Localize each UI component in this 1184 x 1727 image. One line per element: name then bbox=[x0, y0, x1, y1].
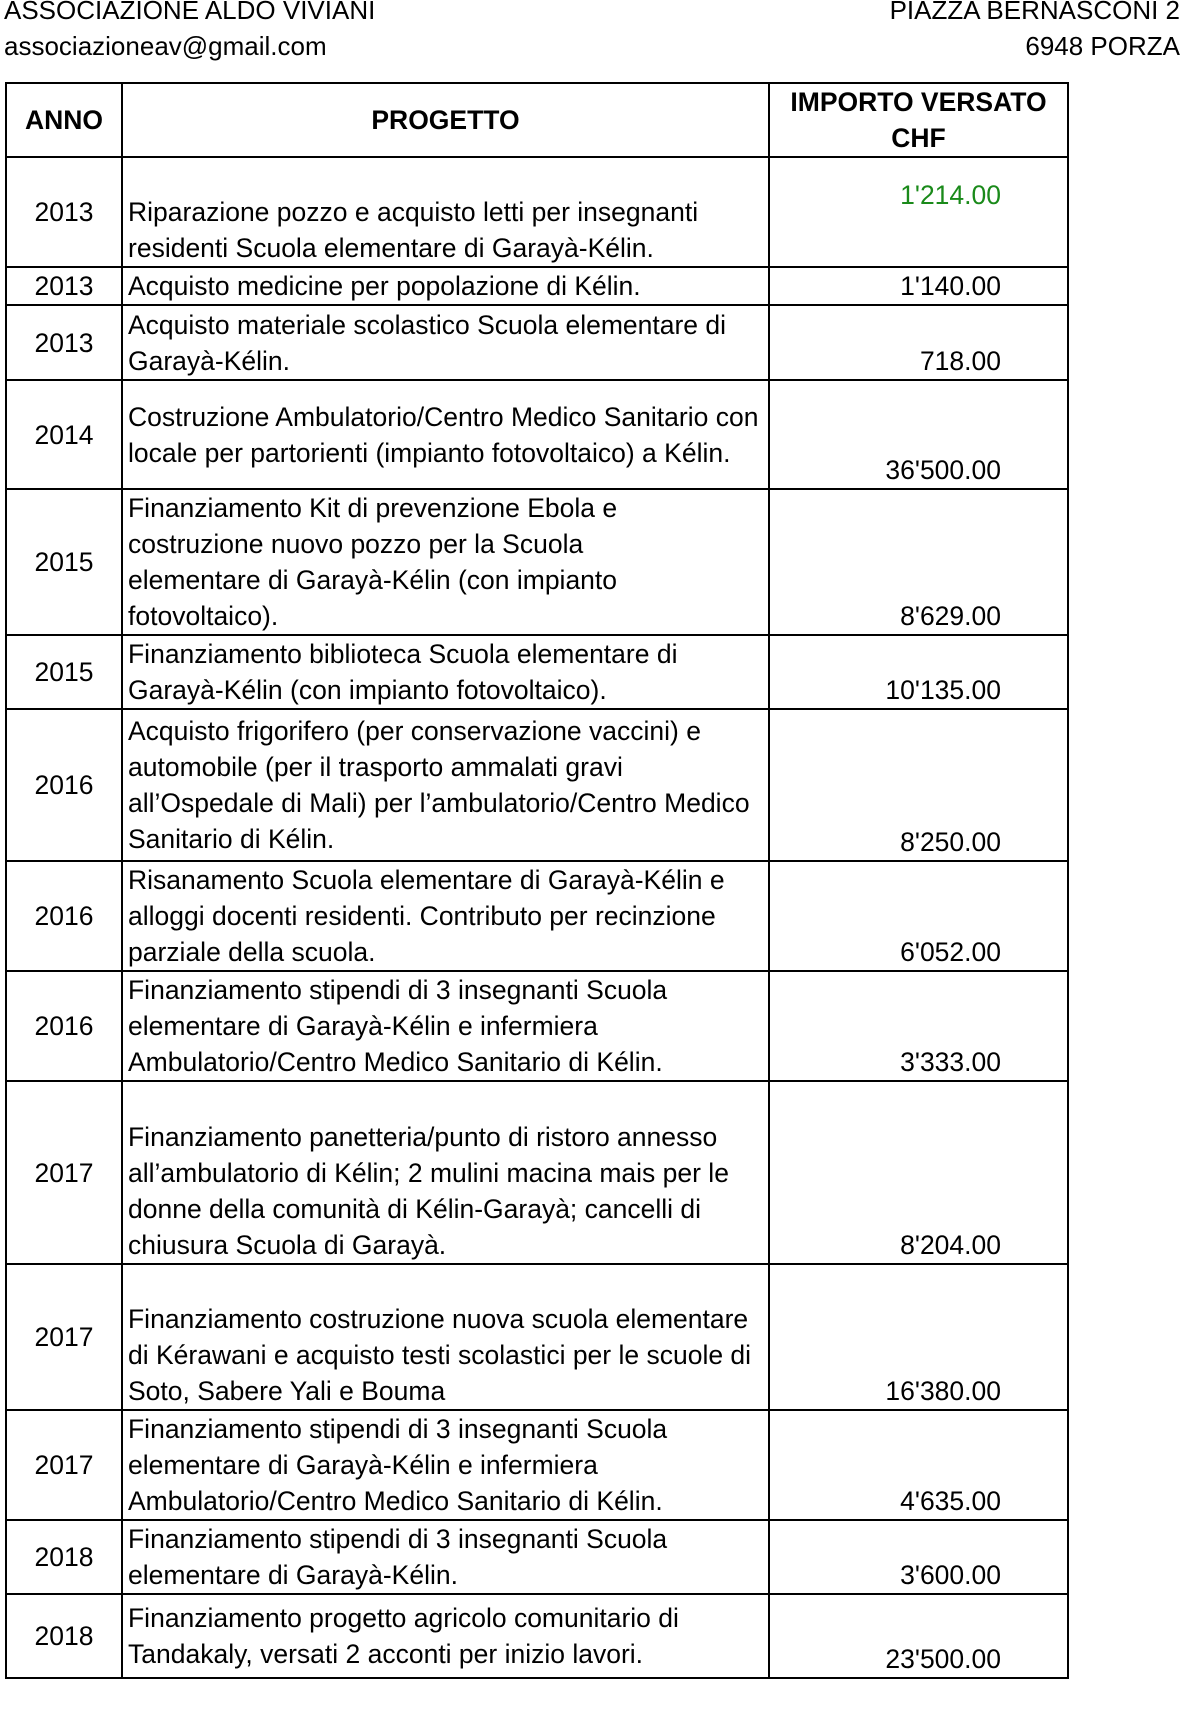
table-row bbox=[6, 489, 1068, 635]
cell-importo: 10'135.00 bbox=[769, 635, 1068, 709]
table-row bbox=[6, 1594, 1068, 1678]
cell-anno: 2018 bbox=[6, 1520, 122, 1594]
column-header-importo-line1: IMPORTO VERSATO bbox=[790, 87, 1047, 117]
cell-importo: 1'140.00 bbox=[769, 267, 1068, 305]
cell-importo: 8'629.00 bbox=[769, 489, 1068, 635]
table-row bbox=[6, 267, 1068, 305]
projects-table bbox=[5, 82, 1069, 1679]
table-row bbox=[6, 157, 1068, 267]
cell-anno: 2018 bbox=[6, 1594, 122, 1678]
cell-importo: 3'600.00 bbox=[769, 1520, 1068, 1594]
cell-importo: 23'500.00 bbox=[769, 1594, 1068, 1678]
cell-importo: 16'380.00 bbox=[769, 1264, 1068, 1410]
cell-importo: 1'214.00 bbox=[769, 157, 1068, 267]
org-email: associazioneav@gmail.com bbox=[4, 31, 327, 61]
cell-progetto: Finanziamento stipendi di 3 insegnanti Scuola elementare di Garayà-Kélin e infermiera Ambulatorio/Centro Medico Sanitario di Kélin. bbox=[122, 1410, 769, 1520]
cell-progetto: Finanziamento stipendi di 3 insegnanti Scuola elementare di Garayà-Kélin e infermiera Ambulatorio/Centro Medico Sanitario di Kélin. bbox=[122, 971, 769, 1081]
cell-anno: 2016 bbox=[6, 861, 122, 971]
org-header bbox=[4, 0, 375, 64]
cell-anno: 2015 bbox=[6, 635, 122, 709]
cell-anno: 2013 bbox=[6, 157, 122, 267]
table-row bbox=[6, 380, 1068, 489]
table-row bbox=[6, 971, 1068, 1081]
cell-anno: 2016 bbox=[6, 971, 122, 1081]
cell-progetto: Risanamento Scuola elementare di Garayà-Kélin e alloggi docenti residenti. Contributo per recinzione parziale della scuola. bbox=[122, 861, 769, 971]
address-line-1: PIAZZA BERNASCONI 2 bbox=[889, 0, 1180, 25]
table-row bbox=[6, 305, 1068, 380]
cell-progetto: Finanziamento biblioteca Scuola elementare di Garayà-Kélin (con impianto fotovoltaico). bbox=[122, 635, 769, 709]
cell-anno: 2013 bbox=[6, 305, 122, 380]
cell-anno: 2014 bbox=[6, 380, 122, 489]
cell-progetto: Riparazione pozzo e acquisto letti per insegnanti residenti Scuola elementare di Garayà-Kélin. bbox=[122, 157, 769, 267]
table-row bbox=[6, 635, 1068, 709]
cell-importo: 36'500.00 bbox=[769, 380, 1068, 489]
cell-progetto: Costruzione Ambulatorio/Centro Medico Sanitario con locale per partorienti (impianto fotovoltaico) a Kélin. bbox=[122, 380, 769, 489]
cell-progetto: Finanziamento progetto agricolo comunitario di Tandakaly, versati 2 acconti per inizio lavori. bbox=[122, 1594, 769, 1678]
table-row bbox=[6, 1520, 1068, 1594]
table-row bbox=[6, 709, 1068, 861]
table-row bbox=[6, 861, 1068, 971]
table-row bbox=[6, 1264, 1068, 1410]
table-header-row bbox=[6, 83, 1068, 157]
column-header-importo-line2: CHF bbox=[891, 123, 946, 153]
cell-anno: 2017 bbox=[6, 1410, 122, 1520]
column-header-anno: ANNO bbox=[6, 83, 122, 157]
cell-progetto: Acquisto frigorifero (per conservazione vaccini) e automobile (per il trasporto ammalati gravi all’Ospedale di Mali) per l’ambulatorio/Centro Medico Sanitario di Kélin. bbox=[122, 709, 769, 861]
cell-importo: 8'250.00 bbox=[769, 709, 1068, 861]
cell-progetto: Finanziamento stipendi di 3 insegnanti Scuola elementare di Garayà-Kélin. bbox=[122, 1520, 769, 1594]
cell-anno: 2017 bbox=[6, 1264, 122, 1410]
cell-importo: 3'333.00 bbox=[769, 971, 1068, 1081]
cell-importo: 6'052.00 bbox=[769, 861, 1068, 971]
cell-anno: 2017 bbox=[6, 1081, 122, 1264]
cell-progetto: Acquisto medicine per popolazione di Kélin. bbox=[122, 267, 769, 305]
table-row bbox=[6, 1410, 1068, 1520]
cell-importo: 4'635.00 bbox=[769, 1410, 1068, 1520]
cell-progetto: Finanziamento panetteria/punto di ristoro annesso all’ambulatorio di Kélin; 2 mulini macina mais per le donne della comunità di Kélin-Garayà; cancelli di chiusura Scuola di Garayà. bbox=[122, 1081, 769, 1264]
column-header-importo bbox=[769, 83, 1068, 157]
address-line-2: 6948 PORZA bbox=[1025, 31, 1180, 61]
cell-progetto: Finanziamento costruzione nuova scuola elementare di Kérawani e acquisto testi scolastici per le scuole di Soto, Sabere Yali e Bouma bbox=[122, 1264, 769, 1410]
cell-anno: 2015 bbox=[6, 489, 122, 635]
column-header-progetto: PROGETTO bbox=[122, 83, 769, 157]
table-row bbox=[6, 1081, 1068, 1264]
cell-importo: 718.00 bbox=[769, 305, 1068, 380]
cell-anno: 2013 bbox=[6, 267, 122, 305]
cell-progetto: Acquisto materiale scolastico Scuola elementare di Garayà-Kélin. bbox=[122, 305, 769, 380]
cell-importo: 8'204.00 bbox=[769, 1081, 1068, 1264]
org-name: ASSOCIAZIONE ALDO VIVIANI bbox=[4, 0, 376, 25]
cell-progetto: Finanziamento Kit di prevenzione Ebola e costruzione nuovo pozzo per la Scuola elementare di Garayà-Kélin (con impianto fotovoltaico). bbox=[122, 489, 769, 635]
cell-anno: 2016 bbox=[6, 709, 122, 861]
org-address bbox=[890, 0, 1180, 64]
